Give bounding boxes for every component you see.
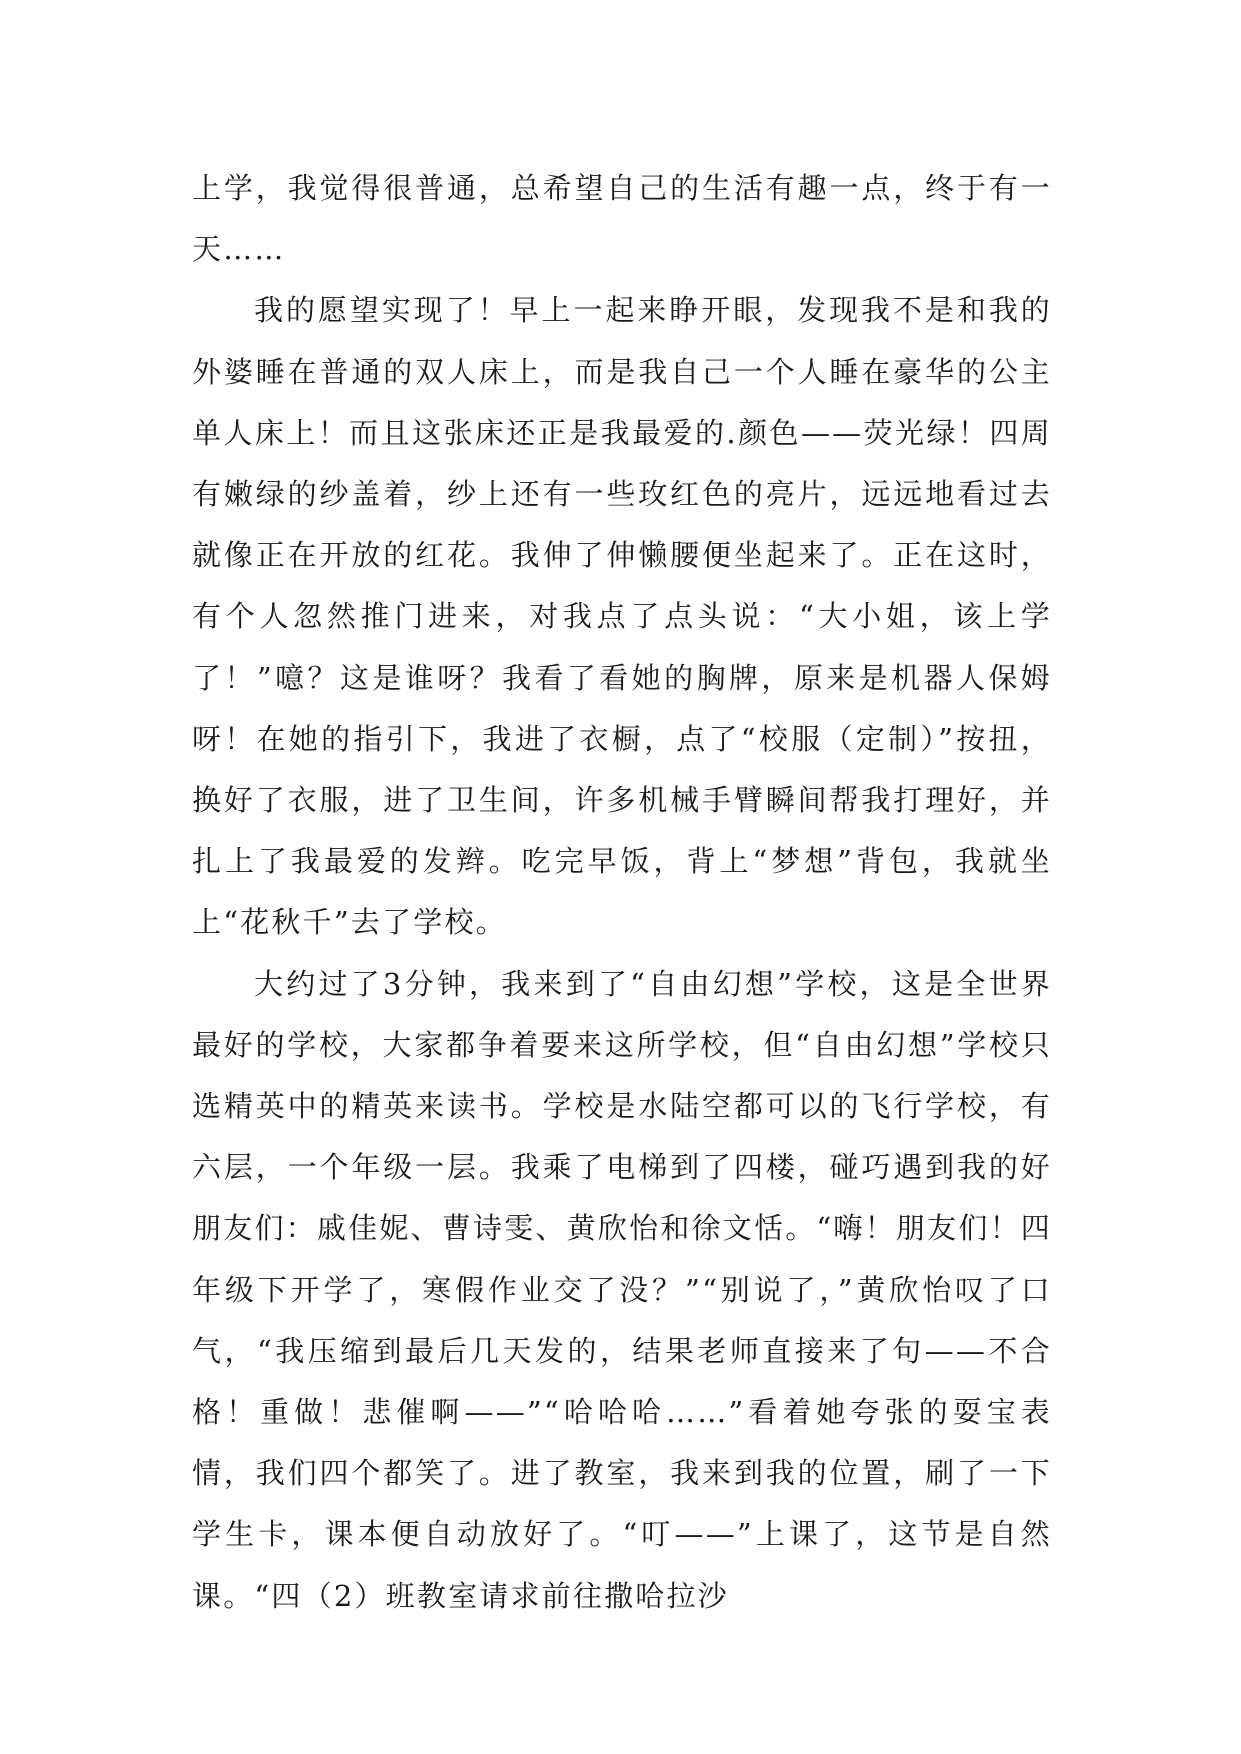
paragraph-2: 我的愿望实现了！早上一起来睁开眼，发现我不是和我的外婆睡在普通的双人床上，而是我自己一个人睡在豪华的公主单人床上！而且这张床还正是我最爱的.颜色——荧光绿！四周有嫩绿的纱盖着，纱上还有一些玫红色的亮片，远远地看过去就像正在开放的红花。我伸了伸懒腰便坐起来了。正在这时，有个人忽然推门进来，对我点了点头说：“大小姐，该上学了！”噫？这是谁呀？我看了看她的胸牌，原来是机器人保姆呀！在她的指引下，我进了衣橱，点了“校服（定制）”按扭，换好了衣服，进了卫生间，许多机械手臂瞬间帮我打理好，并扎上了我最爱的发辫。吃完早饭，背上“梦想”背包，我就坐上“花秋千”去了学校。 <box>192 293 1052 940</box>
paragraph-3: 大约过了3分钟，我来到了“自由幻想”学校，这是全世界最好的学校，大家都争着要来这所学校，但“自由幻想”学校只选精英中的精英来读书。学校是水陆空都可以的飞行学校，有六层，一个年级一层。我乘了电梯到了四楼，碰巧遇到我的好朋友们：戚佳妮、曹诗雯、黄欣怡和徐文恬。“嗨！朋友们！四年级下开学了，寒假作业交了没？”“别说了，”黄欣怡叹了口气，“我压缩到最后几天发的，结果老师直接来了句——不合格！重做！悲催啊——”“哈哈哈……”看着她夸张的耍宝表情，我们四个都笑了。进了教室，我来到我的位置，刷了一下学生卡，课本便自动放好了。“叮——”上课了，这节是自然课。“四（2）班教室请求前往撒哈拉沙 <box>192 966 1052 1613</box>
document-body <box>192 158 1052 1627</box>
paragraph-1: 上学，我觉得很普通，总希望自己的生活有趣一点，终于有一天…… <box>192 171 1052 267</box>
